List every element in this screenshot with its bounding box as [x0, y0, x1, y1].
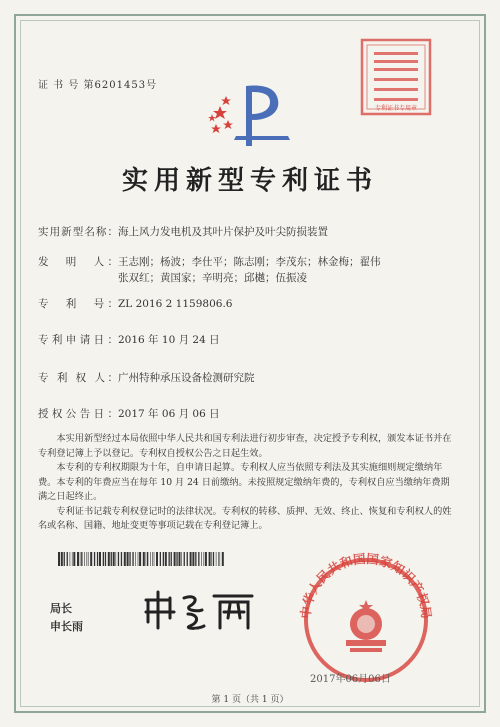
body-paragraph: 本实用新型经过本局依照中华人民共和国专利法进行初步审查，决定授予专利权，颁发本证书并在专利登记簿上予以登记。专利权自授权公告之日起生效。 [38, 433, 452, 459]
field-grant-date [38, 406, 220, 422]
barcode-bar [211, 552, 212, 566]
barcode-bar [152, 552, 153, 566]
barcode-bar [121, 552, 122, 566]
page-footer: 第 1 页（共 1 页） [211, 695, 289, 705]
barcode-bar [94, 552, 95, 566]
barcode-bar [171, 552, 172, 566]
field-value: 2016 年 10 月 24 日 [118, 334, 220, 346]
barcode-bar [67, 552, 68, 566]
barcode-bar [181, 552, 182, 566]
barcode-bar [111, 552, 112, 566]
field-value: 广州特种承压设备检测研究院 [118, 372, 255, 384]
barcode-bar [116, 552, 117, 566]
certificate-number: 证 书 号 第6201453号 [38, 80, 158, 91]
certificate-body [38, 432, 458, 534]
field-value: 张双红；黄国家；辛明亮；邱樾；伍振凌 [118, 272, 307, 284]
barcode-bar [174, 552, 176, 566]
barcode-bar [70, 552, 71, 566]
field-label: 专 利 权 人： [38, 372, 118, 384]
field-utility-model-name [38, 224, 328, 240]
director-signature [140, 588, 260, 634]
national-ip-office-seal [292, 548, 440, 682]
top-seal-text: 专利证书专用章 [374, 105, 418, 112]
field-label: 发 明 人： [38, 256, 118, 268]
barcode-bar [190, 552, 192, 566]
barcode-bar [135, 552, 136, 566]
barcode-bar [97, 552, 98, 566]
barcode-bar [222, 552, 224, 566]
barcode-bar [84, 552, 85, 566]
barcode-bar [150, 552, 151, 566]
field-label: 专利申请日： [38, 334, 118, 346]
barcode-bar [81, 552, 82, 566]
barcode-bar [187, 552, 188, 566]
barcode-bar [195, 552, 196, 566]
barcode-bar [160, 552, 161, 566]
barcode-bar [184, 552, 185, 566]
patent-office-logo [206, 80, 294, 152]
barcode-bar [156, 552, 158, 566]
field-patent-number [38, 296, 232, 312]
field-label: 专 利 号： [38, 298, 118, 310]
field-inventors-continued [38, 270, 307, 286]
barcode-bar [218, 552, 219, 566]
barcode-bar [204, 552, 205, 566]
barcode-bar [118, 552, 119, 566]
field-label: 实用新型名称： [38, 226, 118, 238]
barcode-bar [176, 552, 177, 566]
barcode-bar [146, 552, 147, 566]
barcode-bar [72, 552, 73, 566]
barcode-bar [143, 552, 145, 566]
director-block [50, 600, 83, 636]
barcode-bar [216, 552, 217, 566]
barcode-bar [87, 552, 88, 566]
barcode-bar [205, 552, 207, 566]
barcode-bar [73, 552, 75, 566]
barcode-bar [61, 552, 63, 566]
barcode-bar [209, 552, 211, 566]
barcode-bar [127, 552, 129, 566]
barcode-bar [163, 552, 164, 566]
barcode-bar [154, 552, 155, 566]
barcode-bar [88, 552, 89, 566]
barcode-bar [105, 552, 106, 566]
barcode-bar [90, 552, 92, 566]
barcode-bar [124, 552, 126, 566]
field-application-date [38, 332, 220, 348]
field-patentee [38, 370, 255, 386]
barcode-bar [220, 552, 221, 566]
barcode-bar [64, 552, 65, 566]
barcode-bar [77, 552, 79, 566]
barcode-bar [99, 552, 101, 566]
barcode-bar [201, 552, 202, 566]
barcode-bar [165, 552, 167, 566]
field-value: 王志刚；杨波；李仕平；陈志刚；李茂东；林金梅；翟伟 [118, 256, 381, 268]
barcode-bar [179, 552, 181, 566]
signature-text: 申长雨 [194, 628, 206, 633]
seal-date: 2017年06月06日 [310, 674, 391, 685]
field-value: 海上风力发电机及其叶片保护及叶尖防损装置 [118, 226, 328, 238]
top-seal-stamp [360, 38, 432, 116]
certificate-title: 实用新型专利证书 [121, 166, 378, 196]
barcode-bar [58, 552, 60, 566]
barcode-bar [213, 552, 214, 566]
barcode-bar [198, 552, 199, 566]
barcode-bar [169, 552, 170, 566]
barcode-bar [147, 552, 148, 566]
barcode-bar [103, 552, 104, 566]
field-inventors [38, 254, 381, 270]
body-paragraph: 专利证书记载专利权登记时的法律状况。专利权的转移、质押、无效、终止、恢复和专利权人的姓名或名称、国籍、地址变更等事项记载在专利登记簿上。 [38, 505, 452, 531]
body-paragraph: 本专利的专利权期限为十年，自申请日起算。专利权人应当依照专利法及其实施细则规定缴纳年费。本专利的年费应当在每年 10 月 24 日前缴纳。未按照规定缴纳年费的，专利权自应当缴纳年费期满之日起终止。 [38, 462, 450, 502]
barcode-bar [108, 552, 110, 566]
barcode-bar [139, 552, 141, 566]
barcode-bar [192, 552, 194, 566]
field-label: 授权公告日： [38, 408, 118, 420]
director-name: 申长雨 [50, 620, 83, 633]
seal-text: 中华人民共和国国家知识产权局 [297, 550, 435, 620]
field-value: 2017 年 06 月 06 日 [118, 408, 220, 420]
barcode-bar [132, 552, 133, 566]
barcode-bar [129, 552, 130, 566]
barcode-bar [113, 552, 115, 566]
barcode [58, 552, 226, 566]
field-value: ZL 2016 2 1159806.6 [118, 298, 233, 310]
barcode-bar [80, 552, 81, 566]
director-title: 局长 [50, 602, 72, 615]
barcode-bar [138, 552, 139, 566]
